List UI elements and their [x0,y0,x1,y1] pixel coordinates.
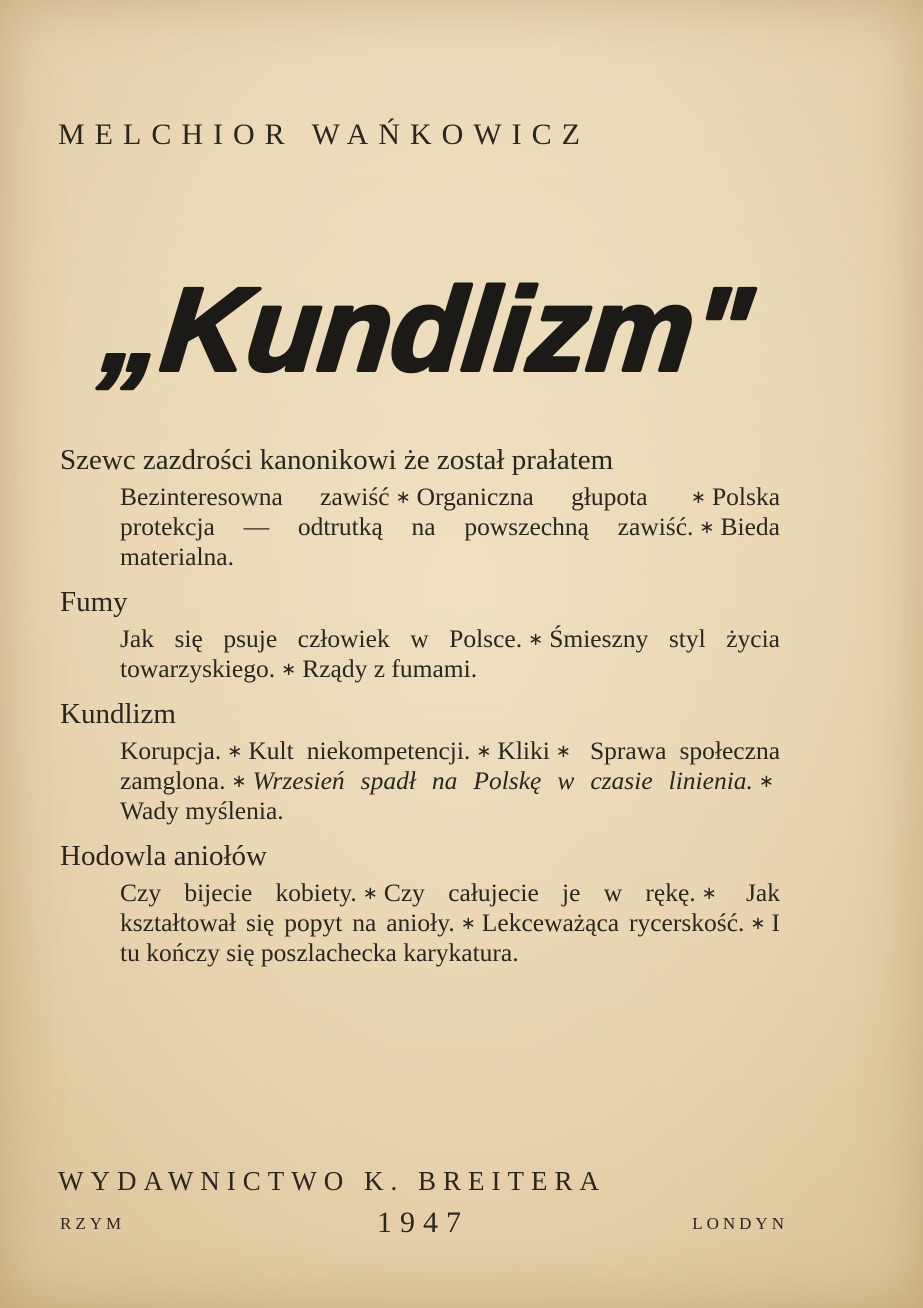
publication-year: 1947 [377,1206,469,1239]
entry: Śmieszny styl życia towarzyskiego. [120,624,780,683]
entry: Bieda materialna. [120,512,780,571]
section-body [120,482,780,572]
asterisk-separator: ∗ [750,913,766,933]
entry: Organiczna głupota [416,482,648,511]
entry: Czy całujecie je w rękę. [383,878,696,907]
asterisk-separator: ∗ [281,659,297,679]
entry: Kult niekompetencji. [248,736,471,765]
asterisk-separator: ∗ [758,771,774,791]
section-kundlizm [60,696,790,826]
section-heading: Kundlizm [60,698,176,730]
entry: I tu kończy się poszlachecka karykatura. [120,908,780,967]
asterisk-separator: ∗ [690,487,706,507]
section-hodowla [60,838,790,968]
publisher-name: WYDAWNICTWO K. BREITERA [58,1166,607,1196]
section-heading: Fumy [60,586,128,618]
city-london: LONDYN [692,1214,788,1233]
entry: Bezinteresowna zawiść [120,482,390,511]
title-lettering [52,262,792,402]
entry: Wady myślenia. [120,796,284,825]
asterisk-separator: ∗ [476,741,492,761]
section-szewc [60,442,790,572]
city-rome: RZYM [60,1214,126,1233]
section-body [120,736,780,826]
entry: Wrzesień spadł na Polskę w czasie linienia. [252,766,753,795]
entry: Polska protekcja — odtrutką na powszechną zawiść. [120,482,781,541]
entry: Kliki [497,736,550,765]
entry: Korupcja. [120,736,222,765]
entry: Czy bijecie kobiety. [120,878,357,907]
asterisk-separator: ∗ [362,883,378,903]
asterisk-separator: ∗ [555,741,571,761]
entry: Lekceważąca rycerskość. [481,908,745,937]
asterisk-separator: ∗ [460,913,476,933]
asterisk-separator: ∗ [231,771,247,791]
asterisk-separator: ∗ [701,883,717,903]
table-of-contents [60,442,790,980]
section-heading: Szewc zazdrości kanonikowi że został prałatem [60,444,614,476]
section-heading: Hodowla aniołów [60,840,267,872]
imprint-line [58,1206,788,1246]
asterisk-separator: ∗ [227,741,243,761]
entry: Jak kształtował się popyt na anioły. [120,878,780,937]
section-body [120,878,780,968]
asterisk-separator: ∗ [395,487,411,507]
entry: Jak się psuje człowiek w Polsce. [120,624,523,653]
asterisk-separator: ∗ [528,629,544,649]
entry: Sprawa społeczna zamglona. [120,736,781,795]
book-title [52,262,792,402]
section-body [120,624,780,684]
title-text: „Kundlizm" [97,264,757,396]
entry: Rządy z fumami. [302,654,478,683]
asterisk-separator: ∗ [699,517,715,537]
section-fumy [60,584,790,684]
author-name: MELCHIOR WAŃKOWICZ [58,118,590,151]
